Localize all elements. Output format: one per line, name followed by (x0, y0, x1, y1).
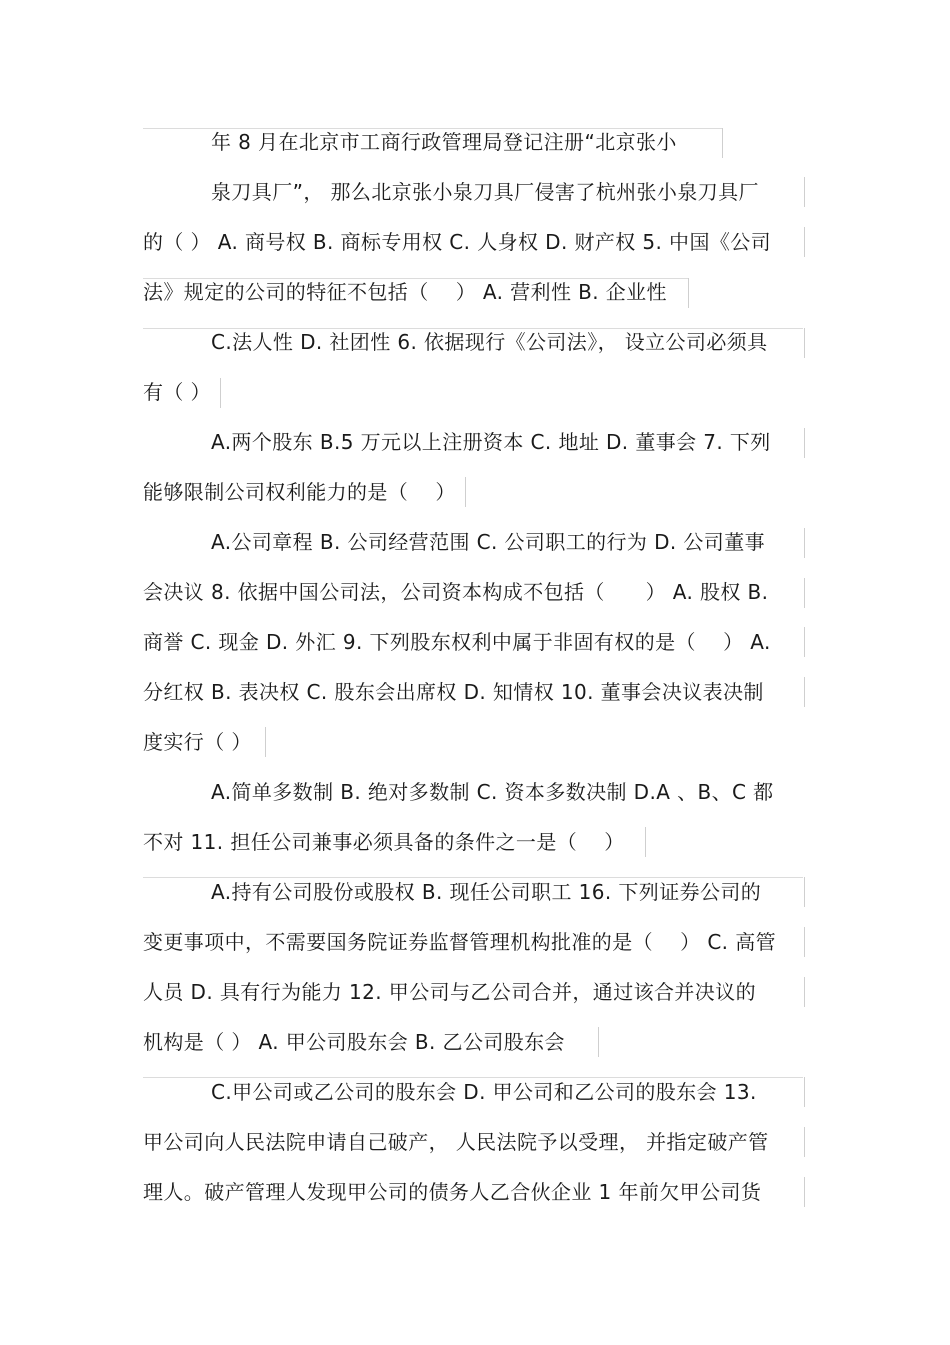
text-line (143, 1074, 757, 1110)
text-line (143, 274, 667, 310)
text-line (143, 224, 771, 260)
text-line (143, 774, 774, 810)
line-text: 分红权 B. 表决权 C. 股东会出席权 D. 知情权 10. 董事会决议表决制 (143, 680, 764, 704)
scan-tick (804, 227, 805, 257)
scan-tick (804, 677, 805, 707)
line-text: A.公司章程 B. 公司经营范围 C. 公司职工的行为 D. 公司董事 (211, 530, 765, 554)
text-line (143, 724, 252, 760)
scan-tick (804, 578, 805, 608)
text-line (143, 674, 764, 710)
line-text: 人员 D. 具有行为能力 12. 甲公司与乙公司合并，通过该合并决议的 (143, 980, 756, 1004)
text-line (143, 374, 211, 410)
line-text: A.持有公司股份或股权 B. 现任公司职工 16. 下列证券公司的 (211, 880, 762, 904)
line-text: 商誉 C. 现金 D. 外汇 9. 下列股东权利中属于非固有权的是（ ） A. (143, 630, 771, 654)
line-text: 的（ ） A. 商号权 B. 商标专用权 C. 人身权 D. 财产权 5. 中国《公司 (143, 230, 772, 254)
line-text: 会决议 8. 依据中国公司法，公司资本构成不包括（ ） A. 股权 B. (143, 580, 769, 604)
line-text: A.简单多数制 B. 绝对多数制 C. 资本多数决制 D.A 、B、C 都 (211, 780, 774, 804)
scan-tick (465, 477, 466, 507)
scan-tick (804, 927, 805, 957)
text-line (143, 1124, 769, 1160)
scan-tick (804, 1127, 805, 1157)
scan-tick (804, 627, 805, 657)
text-line (143, 474, 456, 510)
text-line (143, 974, 756, 1010)
text-line (143, 824, 625, 860)
scan-tick (804, 528, 805, 558)
line-text: 理人。破产管理人发现甲公司的债务人乙合伙企业 1 年前欠甲公司货 (143, 1180, 762, 1204)
line-text: 能够限制公司权利能力的是（ ） (143, 480, 456, 504)
text-line (143, 574, 768, 610)
scan-tick (804, 877, 805, 907)
scan-tick (645, 827, 646, 857)
line-text: C.甲公司或乙公司的股东会 D. 甲公司和乙公司的股东会 13. (211, 1080, 757, 1104)
line-text: 度实行（ ） (143, 730, 252, 754)
line-text: 有（ ） (143, 380, 211, 404)
scan-tick (804, 977, 805, 1007)
text-line (143, 1174, 761, 1210)
line-text: C.法人性 D. 社团性 6. 依据现行《公司法》， 设立公司必须具 (211, 330, 768, 354)
line-text: 甲公司向人民法院申请自己破产， 人民法院予以受理， 并指定破产管 (143, 1130, 769, 1154)
text-line (143, 424, 771, 460)
scan-tick (804, 428, 805, 458)
text-line (143, 174, 759, 210)
text-line (143, 1024, 565, 1060)
line-text: 泉刀具厂”， 那么北京张小泉刀具厂侵害了杭州张小泉刀具厂 (211, 180, 759, 204)
scan-tick (688, 278, 689, 308)
scan-tick (804, 177, 805, 207)
scan-tick (598, 1027, 599, 1057)
text-line (143, 324, 768, 360)
line-text: A.两个股东 B.5 万元以上注册资本 C. 地址 D. 董事会 7. 下列 (211, 430, 771, 454)
scan-tick (265, 727, 266, 757)
scan-tick (804, 328, 805, 358)
line-text: 变更事项中，不需要国务院证券监督管理机构批准的是（ ） C. 高管 (143, 930, 776, 954)
text-line (143, 524, 765, 560)
text-line (143, 924, 776, 960)
line-text: 不对 11. 担任公司兼事必须具备的条件之一是（ ） (143, 830, 625, 854)
scan-tick (804, 1177, 805, 1207)
scan-tick (722, 128, 723, 158)
text-line (143, 874, 761, 910)
text-line (143, 124, 677, 160)
scan-tick (804, 1077, 805, 1107)
text-line (143, 624, 771, 660)
line-text: 机构是（ ） A. 甲公司股东会 B. 乙公司股东会 (143, 1030, 565, 1054)
line-text: 法》规定的公司的特征不包括（ ） A. 营利性 B. 企业性 (143, 280, 667, 304)
line-text: 年 8 月在北京市工商行政管理局登记注册“北京张小 (211, 130, 677, 154)
scan-tick (220, 378, 221, 408)
